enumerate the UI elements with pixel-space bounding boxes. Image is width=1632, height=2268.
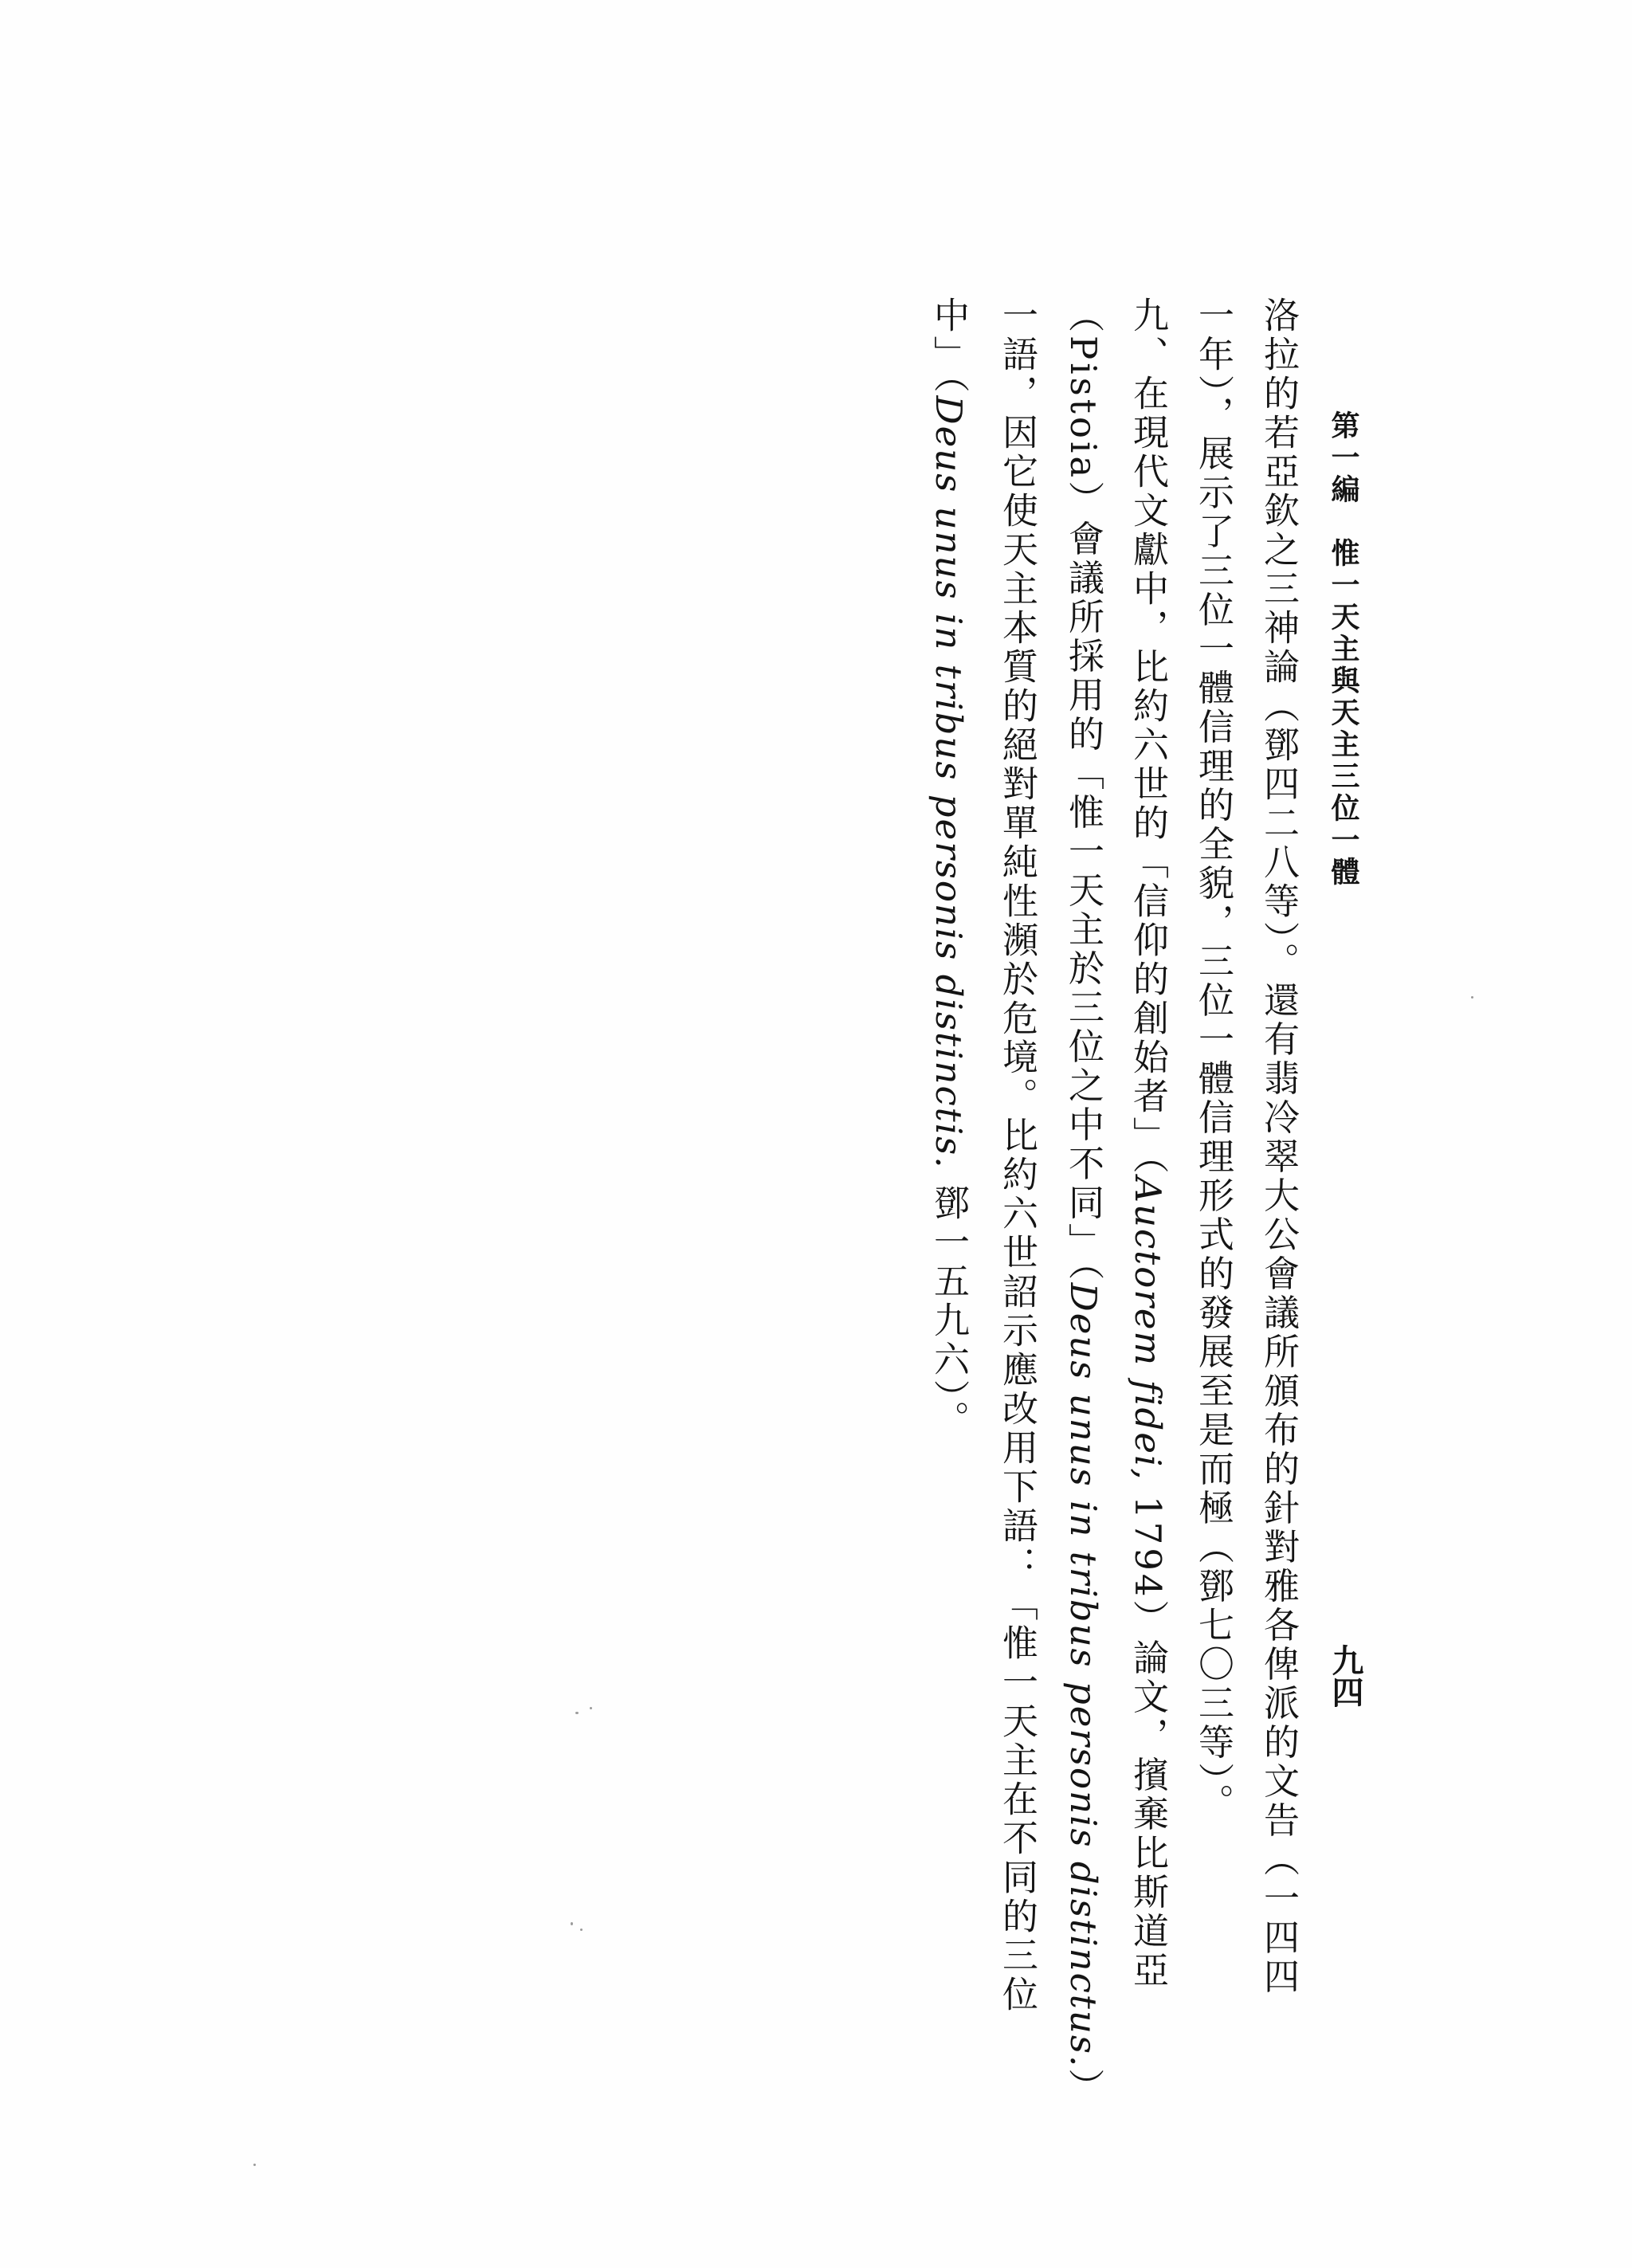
text-run: 中」（ <box>928 296 970 396</box>
scan-speck <box>253 2164 256 2166</box>
text-run: 洛拉的若亞欽之三神論（鄧四二八等）。還有翡冷翠大公會議所頒布的針對雅各俾派的文告（一四四 <box>1257 296 1300 1997</box>
latin-term: Auctorem fidei, <box>1127 1176 1169 1481</box>
page-number: 九四 <box>1327 1644 1364 1708</box>
latin-term: Deus unus in tribus personis distinctus. <box>1062 1282 1104 2069</box>
scan-speck <box>590 1707 592 1709</box>
scan-speck <box>575 1712 579 1714</box>
running-head-title: 第一編 惟一天主與天主三位一體 <box>1327 410 1360 889</box>
scan-speck <box>1471 996 1473 999</box>
text-column <box>1257 296 1300 1997</box>
text-run: 一年），展示了三位一體信理的全貌，三位一體信理形式的發展至是而極（鄧七〇三等）。 <box>1192 296 1234 1823</box>
text-run: 一語，因它使天主本質的絕對單純性瀕於危境。比約六世詔示應改用下語：「惟一天主在不同的三位 <box>996 296 1038 2015</box>
text-column <box>1192 296 1234 1823</box>
text-column <box>996 296 1038 2015</box>
latin-term: Deus unus in tribus personis distinctis. <box>928 395 970 1170</box>
text-column <box>928 296 970 1440</box>
text-run: （Pistoia）會議所採用的「惟一天主於三位之中不同」（ <box>1062 296 1104 1283</box>
text-run: 1794）論文，擯棄比斯道亞 <box>1127 1481 1169 1991</box>
text-column <box>1062 296 1104 2108</box>
scan-speck <box>580 1929 583 1931</box>
text-run: 鄧一五九六）。 <box>928 1169 970 1440</box>
text-run: ） <box>1062 2068 1104 2108</box>
scan-speck <box>571 1922 573 1925</box>
text-run: 九、在現代文獻中，比約六世的「信仰的創始者」（ <box>1127 296 1169 1177</box>
text-column <box>1127 296 1169 1991</box>
